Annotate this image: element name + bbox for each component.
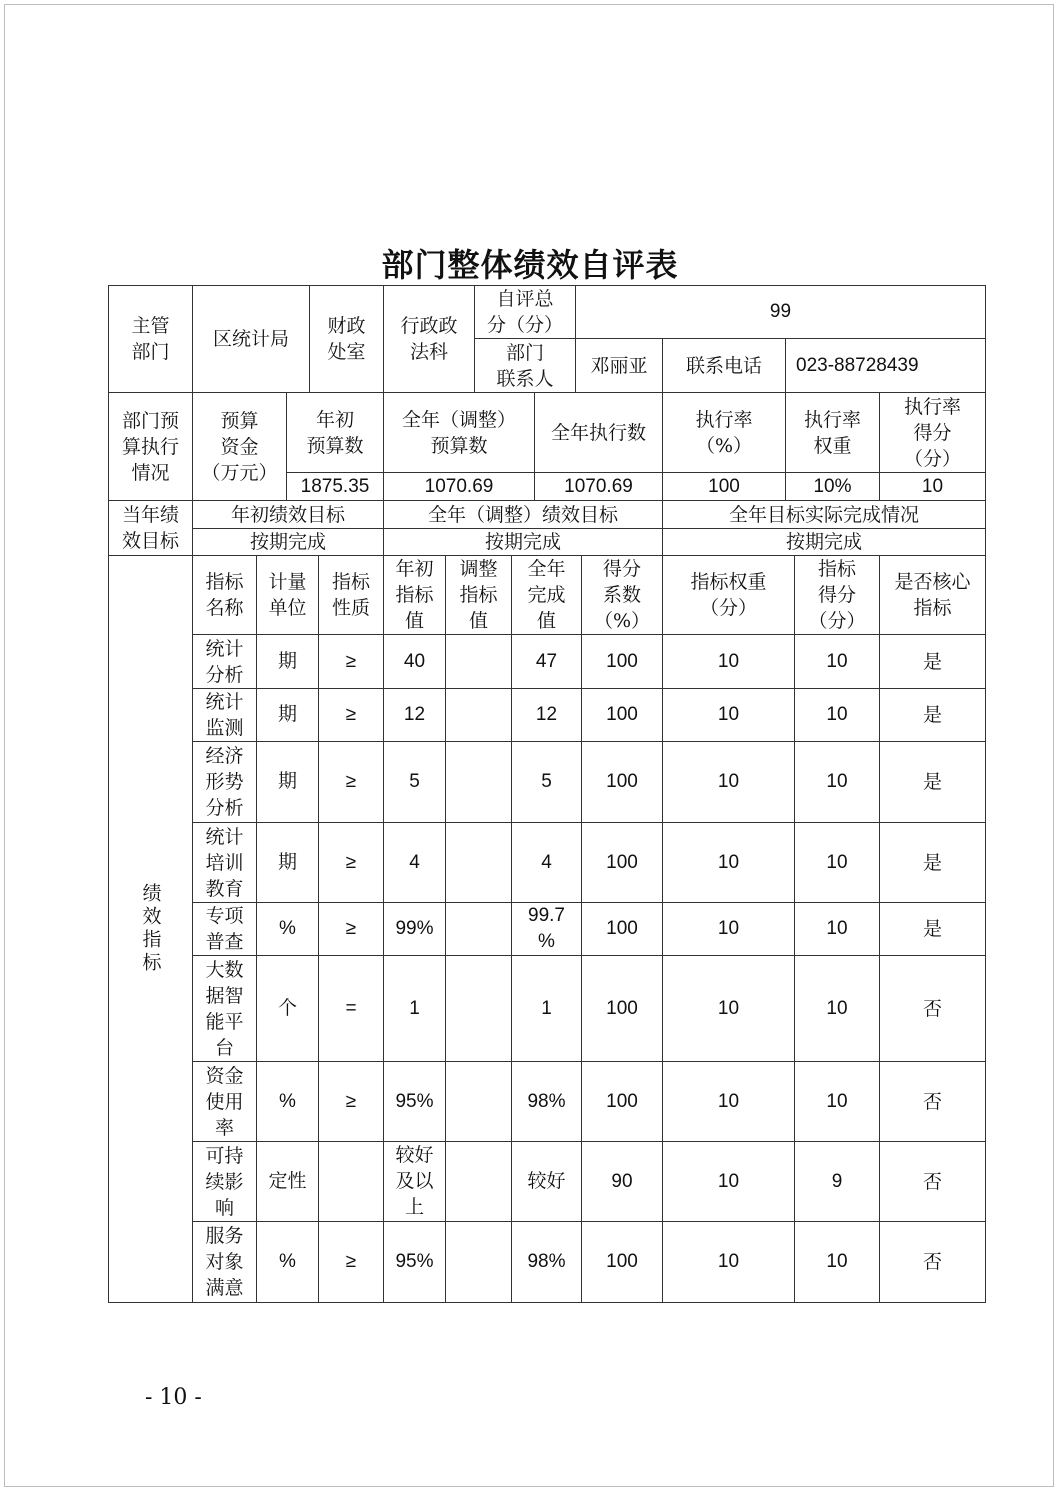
indicator-coef-cell: 100: [582, 635, 663, 689]
indicator-coef-cell: 100: [582, 903, 663, 956]
ind-header-nature: 指标 性质: [319, 556, 384, 635]
indicator-coef-cell: 90: [582, 1142, 663, 1222]
goals-col-actual: 全年目标实际完成情况: [663, 501, 986, 529]
phone-label: 联系电话: [663, 339, 786, 393]
indicator-initial-cell: 40: [384, 635, 446, 689]
indicator-initial-cell: 较好 及以 上: [384, 1142, 446, 1222]
indicator-score-cell: 10: [795, 1222, 880, 1303]
indicator-coef-cell: 100: [582, 1222, 663, 1303]
indicator-score-cell: 9: [795, 1142, 880, 1222]
indicator-nature-cell: [319, 1142, 384, 1222]
dept-label: 主管 部门: [109, 286, 193, 393]
indicator-unit-cell: %: [257, 1222, 319, 1303]
indicator-nature-cell: ≥: [319, 903, 384, 956]
indicator-coef-cell: 100: [582, 742, 663, 823]
ind-header-adjusted: 调整 指标 值: [446, 556, 512, 635]
indicator-adjusted-cell: [446, 689, 512, 742]
ind-header-coef: 得分 系数 （%）: [582, 556, 663, 635]
indicator-initial-cell: 99%: [384, 903, 446, 956]
indicator-completed-cell: 98%: [512, 1222, 582, 1303]
goals-actual-value: 按期完成: [663, 529, 986, 556]
indicator-unit-cell: 期: [257, 635, 319, 689]
ind-header-name: 指标 名称: [193, 556, 257, 635]
indicator-completed-cell: 12: [512, 689, 582, 742]
budget-executed-value: 1070.69: [535, 473, 663, 501]
indicator-name-cell: 统计 分析: [193, 635, 257, 689]
indicator-weight-cell: 10: [663, 742, 795, 823]
indicator-name-cell: 经济 形势 分析: [193, 742, 257, 823]
indicator-adjusted-cell: [446, 635, 512, 689]
indicator-core-cell: 否: [880, 1142, 986, 1222]
indicator-score-cell: 10: [795, 742, 880, 823]
indicator-adjusted-cell: [446, 742, 512, 823]
goals-adjusted-value: 按期完成: [384, 529, 663, 556]
indicator-core-cell: 是: [880, 903, 986, 956]
indicator-adjusted-cell: [446, 956, 512, 1062]
indicator-unit-cell: %: [257, 1062, 319, 1142]
indicator-coef-cell: 100: [582, 956, 663, 1062]
goals-col-initial: 年初绩效目标: [193, 501, 384, 529]
indicator-completed-cell: 99.7 %: [512, 903, 582, 956]
indicator-score-cell: 10: [795, 635, 880, 689]
indicator-weight-cell: 10: [663, 823, 795, 903]
goals-section-label: 当年绩 效目标: [109, 501, 193, 556]
indicator-initial-cell: 95%: [384, 1062, 446, 1142]
indicator-core-cell: 否: [880, 956, 986, 1062]
indicator-nature-cell: ≥: [319, 689, 384, 742]
budget-adjusted-value: 1070.69: [384, 473, 535, 501]
indicator-adjusted-cell: [446, 823, 512, 903]
indicator-score-cell: 10: [795, 1062, 880, 1142]
indicator-adjusted-cell: [446, 1142, 512, 1222]
ind-header-initial: 年初 指标 值: [384, 556, 446, 635]
indicators-section-label: 绩效指标: [109, 556, 193, 1303]
dept-value: 区统计局: [193, 286, 310, 393]
budget-col-executed: 全年执行数: [535, 393, 663, 473]
budget-section-label: 部门预 算执行 情况: [109, 393, 193, 501]
indicator-core-cell: 是: [880, 742, 986, 823]
indicator-initial-cell: 4: [384, 823, 446, 903]
indicator-completed-cell: 1: [512, 956, 582, 1062]
budget-rate-value: 100: [663, 473, 786, 501]
ind-header-score: 指标 得分 （分）: [795, 556, 880, 635]
finance-label: 财政 处室: [310, 286, 384, 393]
indicator-initial-cell: 1: [384, 956, 446, 1062]
ind-header-weight: 指标权重 （分）: [663, 556, 795, 635]
indicator-name-cell: 专项 普查: [193, 903, 257, 956]
indicator-nature-cell: ≥: [319, 742, 384, 823]
indicator-nature-cell: ≥: [319, 635, 384, 689]
ind-header-core: 是否核心 指标: [880, 556, 986, 635]
indicator-score-cell: 10: [795, 956, 880, 1062]
indicator-core-cell: 否: [880, 1062, 986, 1142]
indicator-weight-cell: 10: [663, 689, 795, 742]
contact-value: 邓丽亚: [576, 339, 663, 393]
indicator-score-cell: 10: [795, 689, 880, 742]
budget-weight-value: 10%: [786, 473, 880, 501]
indicator-weight-cell: 10: [663, 635, 795, 689]
phone-value: 023-88728439: [786, 339, 986, 393]
score-value: 99: [576, 286, 986, 339]
goals-initial-value: 按期完成: [193, 529, 384, 556]
indicator-score-cell: 10: [795, 823, 880, 903]
budget-col-score: 执行率 得分 （分）: [880, 393, 986, 473]
indicator-weight-cell: 10: [663, 1142, 795, 1222]
indicator-core-cell: 否: [880, 1222, 986, 1303]
budget-col-initial: 年初 预算数: [287, 393, 384, 473]
indicator-nature-cell: ≥: [319, 1222, 384, 1303]
budget-initial-value: 1875.35: [287, 473, 384, 501]
budget-col-adjusted: 全年（调整） 预算数: [384, 393, 535, 473]
finance-value: 行政政 法科: [384, 286, 475, 393]
indicator-completed-cell: 5: [512, 742, 582, 823]
budget-score-value: 10: [880, 473, 986, 501]
indicator-unit-cell: 期: [257, 742, 319, 823]
indicator-unit-cell: 个: [257, 956, 319, 1062]
budget-col-weight: 执行率 权重: [786, 393, 880, 473]
ind-header-completed: 全年 完成 值: [512, 556, 582, 635]
indicator-weight-cell: 10: [663, 956, 795, 1062]
indicator-name-cell: 大数 据智 能平 台: [193, 956, 257, 1062]
indicator-coef-cell: 100: [582, 689, 663, 742]
indicator-nature-cell: ≥: [319, 1062, 384, 1142]
indicator-core-cell: 是: [880, 635, 986, 689]
indicator-weight-cell: 10: [663, 1062, 795, 1142]
indicator-name-cell: 可持 续影 响: [193, 1142, 257, 1222]
indicator-name-cell: 资金 使用 率: [193, 1062, 257, 1142]
indicator-completed-cell: 47: [512, 635, 582, 689]
indicator-adjusted-cell: [446, 1222, 512, 1303]
indicator-unit-cell: 期: [257, 689, 319, 742]
indicator-unit-cell: 定性: [257, 1142, 319, 1222]
contact-label: 部门 联系人: [475, 339, 576, 393]
indicator-score-cell: 10: [795, 903, 880, 956]
indicator-adjusted-cell: [446, 1062, 512, 1142]
indicator-nature-cell: ≥: [319, 823, 384, 903]
budget-col-rate: 执行率 （%）: [663, 393, 786, 473]
indicator-nature-cell: =: [319, 956, 384, 1062]
page-number: - 10 -: [145, 1385, 202, 1410]
indicator-initial-cell: 95%: [384, 1222, 446, 1303]
indicator-name-cell: 服务 对象 满意: [193, 1222, 257, 1303]
indicator-weight-cell: 10: [663, 903, 795, 956]
indicator-core-cell: 是: [880, 689, 986, 742]
indicator-unit-cell: %: [257, 903, 319, 956]
indicator-unit-cell: 期: [257, 823, 319, 903]
score-label: 自评总 分（分）: [475, 286, 576, 339]
indicator-initial-cell: 5: [384, 742, 446, 823]
indicator-core-cell: 是: [880, 823, 986, 903]
indicator-coef-cell: 100: [582, 1062, 663, 1142]
indicator-completed-cell: 98%: [512, 1062, 582, 1142]
indicator-weight-cell: 10: [663, 1222, 795, 1303]
indicator-name-cell: 统计 监测: [193, 689, 257, 742]
indicator-adjusted-cell: [446, 903, 512, 956]
indicator-name-cell: 统计 培训 教育: [193, 823, 257, 903]
page-title: 部门整体绩效自评表: [381, 246, 679, 284]
indicator-completed-cell: 较好: [512, 1142, 582, 1222]
indicator-initial-cell: 12: [384, 689, 446, 742]
ind-header-unit: 计量 单位: [257, 556, 319, 635]
goals-col-adjusted: 全年（调整）绩效目标: [384, 501, 663, 529]
budget-fund-label: 预算 资金 （万元）: [193, 393, 287, 501]
indicator-completed-cell: 4: [512, 823, 582, 903]
indicator-coef-cell: 100: [582, 823, 663, 903]
